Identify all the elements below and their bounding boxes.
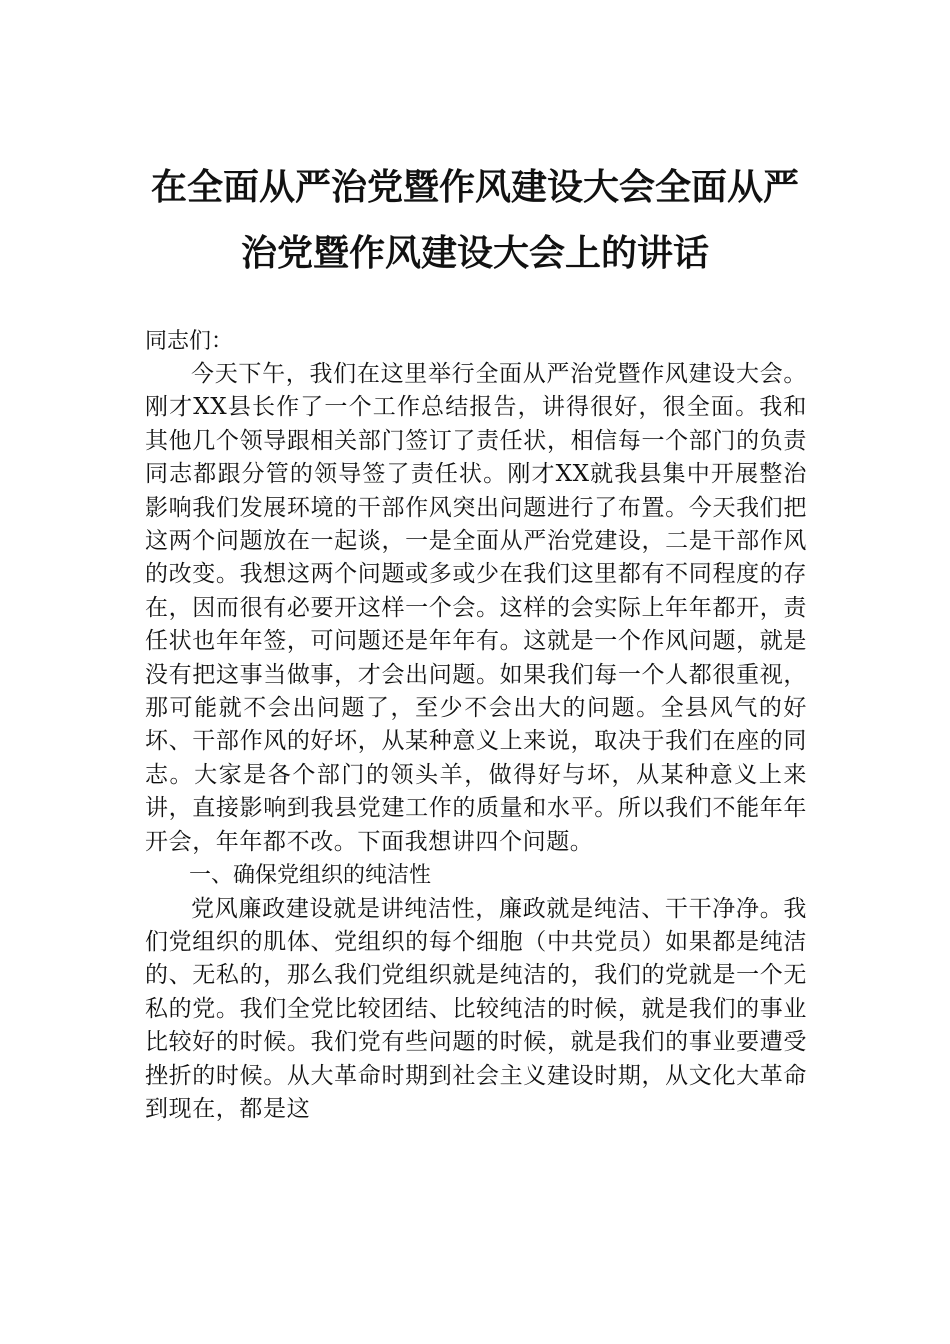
paragraph-section-1: 党风廉政建设就是讲纯洁性，廉政就是纯洁、干干净净。我们党组织的肌体、党组织的每个细胞（中共党员）如果都是纯洁的、无私的，那么我们党组织就是纯洁的，我们的党就是一个无私的党。我们全党比较团结、比较纯洁的时候，就是我们的事业比较好的时候。我们党有些问题的时候，就是我们的事业要遭受挫折的时候。从大革命时期到社会主义建设时期，从文化大革命到现在，都是这 <box>145 895 807 1122</box>
title-line-1: 在全面从严治党暨作风建设大会全面从严 <box>150 167 799 208</box>
title-line-2: 治党暨作风建设大会上的讲话 <box>240 233 709 274</box>
salutation: 同志们： <box>145 329 234 354</box>
paragraph-intro: 今天下午，我们在这里举行全面从严治党暨作风建设大会。刚才XX县长作了一个工作总结报告，讲得很好，很全面。我和其他几个领导跟相关部门签订了责任状，相信每一个部门的负责同志都跟分管的领导签了责任状。刚才XX就我县集中开展整治影响我们发展环境的干部作风突出问题进行了布置。今天我们把这两个问题放在一起谈，一是全面从严治党建设，二是干部作风的改变。我想这两个问题或多或少在我们这里都有不同程度的存在，因而很有必要开这样一个会。这样的会实际上年年都开，责任状也年年签，可问题还是年年有。这就是一个作风问题，就是没有把这事当做事，才会出问题。如果我们每一个人都很重视，那可能就不会出问题了，至少不会出大的问题。全县风气的好坏、干部作风的好坏，从某种意义上来说，取决于我们在座的同志。大家是各个部门的领头羊，做得好与坏，从某种意义上来讲，直接影响到我县党建工作的质量和水平。所以我们不能年年开会，年年都不改。下面我想讲四个问题。 <box>145 361 807 855</box>
document-body <box>145 325 807 1126</box>
document-title <box>140 155 810 287</box>
section-heading-1: 一、确保党组织的纯洁性 <box>189 863 432 889</box>
